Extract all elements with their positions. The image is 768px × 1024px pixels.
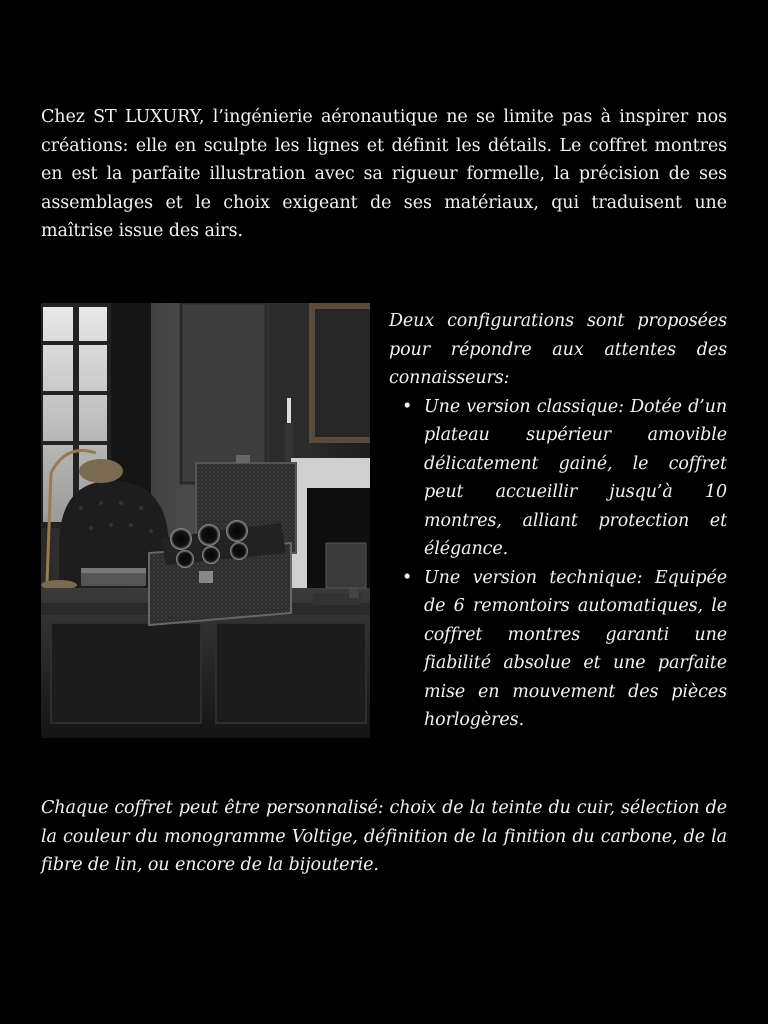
configurations-section [389, 307, 727, 735]
intro-paragraph: Chez ST LUXURY, l’ingénierie aéronautique ne se limite pas à inspirer nos créations: elle en sculpte les lignes et définit les détails. Le coffret montres en est la parfaite illustration avec sa rigueur formelle, la précision de ses assemblages et le choix exigeant de ses matériaux, qui traduisent une maîtrise issue des airs. [41, 107, 727, 241]
list-item [389, 393, 727, 564]
configurations-lead: Deux configurations sont proposées pour répondre aux attentes des connaisseurs: [389, 311, 727, 388]
configuration-technical: Une version technique: Equipée de 6 remontoirs automatiques, le coffret montres garanti une fiabilité absolue et une parfaite mise en mouvement des pièces horlogères. [424, 567, 727, 730]
outro-paragraph: Chaque coffret peut être personnalisé: choix de la teinte du cuir, sélection de la couleur du monogramme Voltige, définition de la finition du carbone, de la fibre de lin, ou encore de la bijouterie. [41, 798, 727, 875]
watch-box-photo [41, 303, 370, 738]
configurations-list [389, 393, 727, 735]
bullet-icon: • [402, 396, 413, 417]
bullet-icon: • [402, 567, 413, 588]
configuration-classic: Une version classique: Dotée d’un plateau supérieur amovible délicatement gainé, le coffret peut accueillir jusqu’à 10 montres, alliant protection et élégance. [424, 396, 727, 559]
list-item [389, 564, 727, 735]
